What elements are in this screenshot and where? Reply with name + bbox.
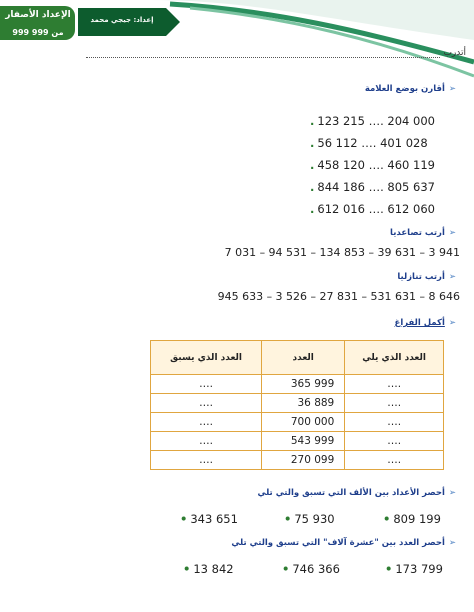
arrow-marker-icon: ➢ bbox=[448, 272, 456, 282]
compare-row-5: . 612 016 …. 612 060 bbox=[310, 202, 435, 216]
before-cell[interactable]: …. bbox=[151, 394, 262, 413]
bullet-icon: . bbox=[310, 136, 315, 150]
section1-heading: ➢أقارن بوضع العلامة bbox=[364, 84, 456, 94]
bullet-icon: . bbox=[310, 158, 315, 172]
arrow-marker-icon: ➢ bbox=[448, 318, 456, 328]
table-row bbox=[151, 432, 444, 451]
compare-row-2: . 56 112 …. 401 028 bbox=[310, 136, 428, 150]
section5-heading: ➢أحصر الأعداد بين الألف التي تسبق والتي تلي bbox=[257, 488, 456, 498]
number-cell: 365 999 bbox=[262, 375, 345, 394]
bullet-icon: • bbox=[383, 512, 391, 526]
ten-thousands-value-2: • 746 366 bbox=[282, 562, 340, 576]
header-author: إعداد: جيجي محمد bbox=[90, 16, 154, 24]
bullet-icon: • bbox=[282, 562, 290, 576]
compare-row-1: . 123 215 …. 204 000 bbox=[310, 114, 435, 128]
before-cell[interactable]: …. bbox=[151, 432, 262, 451]
descending-sequence: 945 633 – 3 526 – 27 831 – 531 631 – 8 646 bbox=[217, 290, 460, 303]
ascending-sequence: 7 031 – 94 531 – 134 853 – 39 631 – 3 941 bbox=[224, 246, 460, 259]
header-title: الإعداد الأصفار bbox=[5, 10, 71, 20]
thousands-value-1: • 343 651 bbox=[180, 512, 238, 526]
bullet-icon: • bbox=[385, 562, 393, 576]
column-header-before: العدد الذي يسبق bbox=[151, 341, 262, 375]
section3-heading: ➢أرتب تنازليا bbox=[397, 272, 456, 282]
number-cell: 543 999 bbox=[262, 432, 345, 451]
ten-thousands-value-3: • 173 799 bbox=[385, 562, 443, 576]
table-row bbox=[151, 451, 444, 470]
before-cell[interactable]: …. bbox=[151, 375, 262, 394]
bullet-icon: • bbox=[183, 562, 191, 576]
after-cell[interactable]: …. bbox=[345, 451, 444, 470]
compare-row-3: . 458 120 …. 460 119 bbox=[310, 158, 435, 172]
bullet-icon: • bbox=[284, 512, 292, 526]
number-cell: 700 000 bbox=[262, 413, 345, 432]
table-row bbox=[151, 413, 444, 432]
intro-dotted-line bbox=[86, 57, 440, 58]
thousands-value-2: • 75 930 bbox=[284, 512, 335, 526]
table-row bbox=[151, 375, 444, 394]
section2-heading: ➢أرتب تصاعديا bbox=[390, 228, 456, 238]
section4-heading: ➢أكمل الفراغ bbox=[394, 318, 456, 328]
after-cell[interactable]: …. bbox=[345, 375, 444, 394]
intro-label: أتدرب bbox=[443, 48, 466, 58]
table-row bbox=[151, 394, 444, 413]
arrow-marker-icon: ➢ bbox=[448, 488, 456, 498]
compare-row-4: . 844 186 …. 805 637 bbox=[310, 180, 435, 194]
table-header-row bbox=[151, 341, 444, 375]
arrow-marker-icon: ➢ bbox=[448, 538, 456, 548]
column-header-number: العدد bbox=[262, 341, 345, 375]
bullet-icon: . bbox=[310, 202, 315, 216]
number-cell: 36 889 bbox=[262, 394, 345, 413]
after-cell[interactable]: …. bbox=[345, 394, 444, 413]
arrow-marker-icon: ➢ bbox=[448, 228, 456, 238]
after-cell[interactable]: …. bbox=[345, 413, 444, 432]
thousands-value-3: • 809 199 bbox=[383, 512, 441, 526]
before-cell[interactable]: …. bbox=[151, 451, 262, 470]
bullet-icon: • bbox=[180, 512, 188, 526]
section6-heading: ➢أحصر العدد بين "عشرة آلاف" التي تسبق والتي تلي bbox=[231, 538, 456, 548]
bullet-icon: . bbox=[310, 180, 315, 194]
after-cell[interactable]: …. bbox=[345, 432, 444, 451]
fill-blank-table bbox=[150, 340, 444, 470]
number-cell: 270 099 bbox=[262, 451, 345, 470]
bullet-icon: . bbox=[310, 114, 315, 128]
before-cell[interactable]: …. bbox=[151, 413, 262, 432]
column-header-after: العدد الذي يلي bbox=[345, 341, 444, 375]
arrow-marker-icon: ➢ bbox=[448, 84, 456, 94]
ten-thousands-value-1: • 13 842 bbox=[183, 562, 234, 576]
header-subtitle: من 999 999 bbox=[12, 28, 64, 37]
